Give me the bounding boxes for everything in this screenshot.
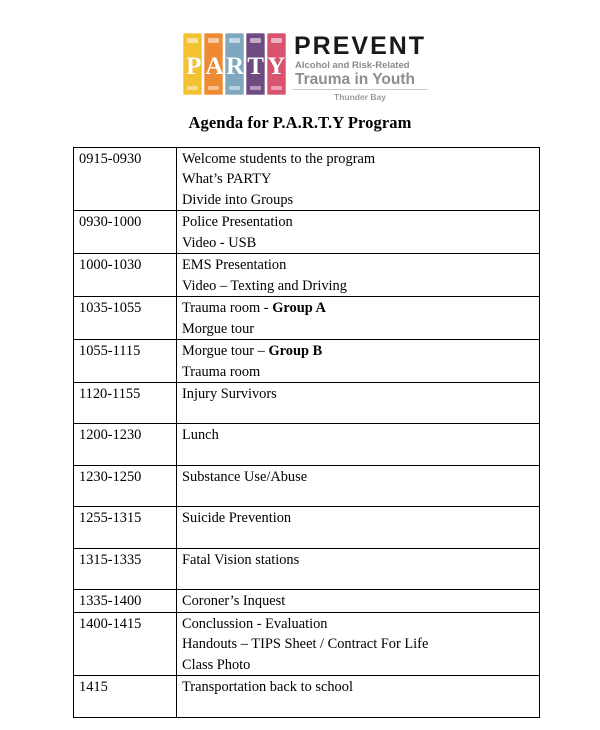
table-row: [74, 340, 540, 383]
agenda-activity-line: Suicide Prevention: [182, 510, 292, 527]
table-row: [74, 297, 540, 340]
agenda-activity-line: Divide into Groups: [182, 191, 294, 208]
agenda-row-spacer: [182, 570, 539, 589]
table-row: [74, 382, 540, 423]
agenda-time-text: 1230-1250: [79, 468, 142, 485]
agenda-time-cell: [74, 382, 177, 423]
agenda-activity-line: EMS Presentation: [182, 257, 287, 274]
agenda-activity-line: Injury Survivors: [182, 385, 277, 402]
agenda-row-spacer: [182, 698, 539, 717]
party-prevent-logo: [183, 33, 428, 105]
agenda-time-spacer: [79, 487, 176, 506]
agenda-time-text: 0915-0930: [79, 151, 142, 167]
agenda-activity-cell: [177, 507, 540, 548]
agenda-time-spacer: [79, 446, 176, 465]
agenda-time-cell: [74, 211, 177, 254]
agenda-activity-cell: [177, 612, 540, 675]
table-row: [74, 211, 540, 254]
party-letter-1: P: [186, 52, 201, 80]
prevent-tagline-1: Alcohol and Risk-Related: [295, 59, 410, 71]
party-letter-5: Y: [267, 52, 285, 80]
agenda-time-text: 0930-1000: [79, 214, 142, 231]
agenda-time-cell: [74, 254, 177, 297]
agenda-activity-cell: [177, 465, 540, 506]
agenda-activity-line: Substance Use/Abuse: [182, 468, 308, 485]
agenda-time-text: 1035-1055: [79, 300, 142, 317]
table-row: [74, 590, 540, 612]
agenda-activity-line: Welcome students to the program: [182, 151, 376, 167]
agenda-activity-line: Transportation back to school: [182, 679, 353, 696]
agenda-activity-line: Trauma room - Group A: [182, 300, 326, 317]
agenda-time-cell: [74, 340, 177, 383]
agenda-row-spacer: [182, 487, 539, 506]
table-row: [74, 465, 540, 506]
party-panel-2: [204, 33, 223, 95]
agenda-activity-line: Trauma room: [182, 363, 261, 380]
agenda-activity-line: Video – Texting and Driving: [182, 277, 347, 294]
party-wordmark-icon: [183, 33, 286, 103]
agenda-activity-cell: [177, 382, 540, 423]
table-row: [74, 254, 540, 297]
agenda-time-cell: [74, 676, 177, 717]
agenda-time-cell: [74, 148, 177, 211]
page-title: Agenda for P.A.R.T.Y Program: [188, 113, 412, 132]
agenda-activity-cell: [177, 254, 540, 297]
agenda-activity-line: Conclussion - Evaluation: [182, 615, 328, 632]
agenda-activity-cell: [177, 548, 540, 589]
agenda-row-spacer: [182, 446, 539, 465]
agenda-time-text: 1415: [79, 679, 108, 696]
agenda-activity-line: Morgue tour: [182, 320, 255, 337]
agenda-time-cell: [74, 297, 177, 340]
table-row: [74, 507, 540, 548]
agenda-activity-cell: [177, 148, 540, 211]
agenda-time-cell: [74, 590, 177, 612]
agenda-time-text: 1255-1315: [79, 510, 142, 527]
agenda-time-text: 1200-1230: [79, 427, 142, 444]
agenda-row-spacer: [182, 404, 539, 423]
agenda-activity-cell: [177, 211, 540, 254]
party-panel-5: [267, 33, 286, 95]
agenda-activity-line: Coroner’s Inquest: [182, 593, 286, 610]
party-panel-1: [183, 33, 202, 95]
agenda-activity-cell: [177, 297, 540, 340]
agenda-time-text: 1000-1030: [79, 257, 142, 274]
party-color-panels: [183, 33, 286, 95]
agenda-table-container: [73, 147, 529, 718]
agenda-time-cell: [74, 424, 177, 465]
party-panel-3: [225, 33, 244, 95]
agenda-time-text: 1335-1400: [79, 593, 142, 610]
party-letter-2: A: [205, 52, 223, 80]
agenda-row-spacer: [182, 529, 539, 548]
agenda-activity-line: Fatal Vision stations: [182, 551, 300, 568]
agenda-time-cell: [74, 465, 177, 506]
prevent-title: PREVENT: [294, 32, 427, 60]
agenda-time-spacer: [79, 529, 176, 548]
table-row: [74, 676, 540, 717]
agenda-activity-line: Police Presentation: [182, 214, 293, 231]
agenda-table: [73, 147, 540, 718]
agenda-time-spacer: [79, 698, 176, 717]
agenda-time-cell: [74, 548, 177, 589]
agenda-time-text: 1120-1155: [79, 385, 141, 402]
table-row: [74, 548, 540, 589]
prevent-wordmark: [286, 33, 428, 103]
agenda-activity-line: What’s PARTY: [182, 171, 272, 188]
prevent-tagline-2: Trauma in Youth: [292, 71, 428, 90]
agenda-activity-line: Lunch: [182, 427, 219, 444]
agenda-activity-cell: [177, 340, 540, 383]
agenda-activity-cell: [177, 676, 540, 717]
party-letter-4: T: [247, 52, 263, 80]
agenda-time-text: 1315-1335: [79, 551, 142, 568]
agenda-time-spacer: [79, 404, 176, 423]
agenda-activity-cell: [177, 590, 540, 612]
agenda-activity-line: Handouts – TIPS Sheet / Contract For Life: [182, 636, 429, 653]
agenda-table-body: [74, 148, 540, 718]
party-letter-3: R: [225, 52, 244, 80]
agenda-time-text: 1055-1115: [79, 343, 141, 360]
agenda-activity-cell: [177, 424, 540, 465]
agenda-time-cell: [74, 507, 177, 548]
agenda-time-text: 1400-1415: [79, 615, 142, 632]
party-panel-4: [246, 33, 265, 95]
table-row: [74, 612, 540, 675]
agenda-activity-line: Morgue tour – Group B: [182, 343, 323, 360]
agenda-activity-line: Class Photo: [182, 656, 251, 673]
table-row: [74, 424, 540, 465]
prevent-location: Thunder Bay: [334, 92, 386, 103]
agenda-time-spacer: [79, 570, 176, 589]
agenda-time-cell: [74, 612, 177, 675]
agenda-activity-line: Video - USB: [182, 234, 257, 251]
table-row: [74, 148, 540, 211]
